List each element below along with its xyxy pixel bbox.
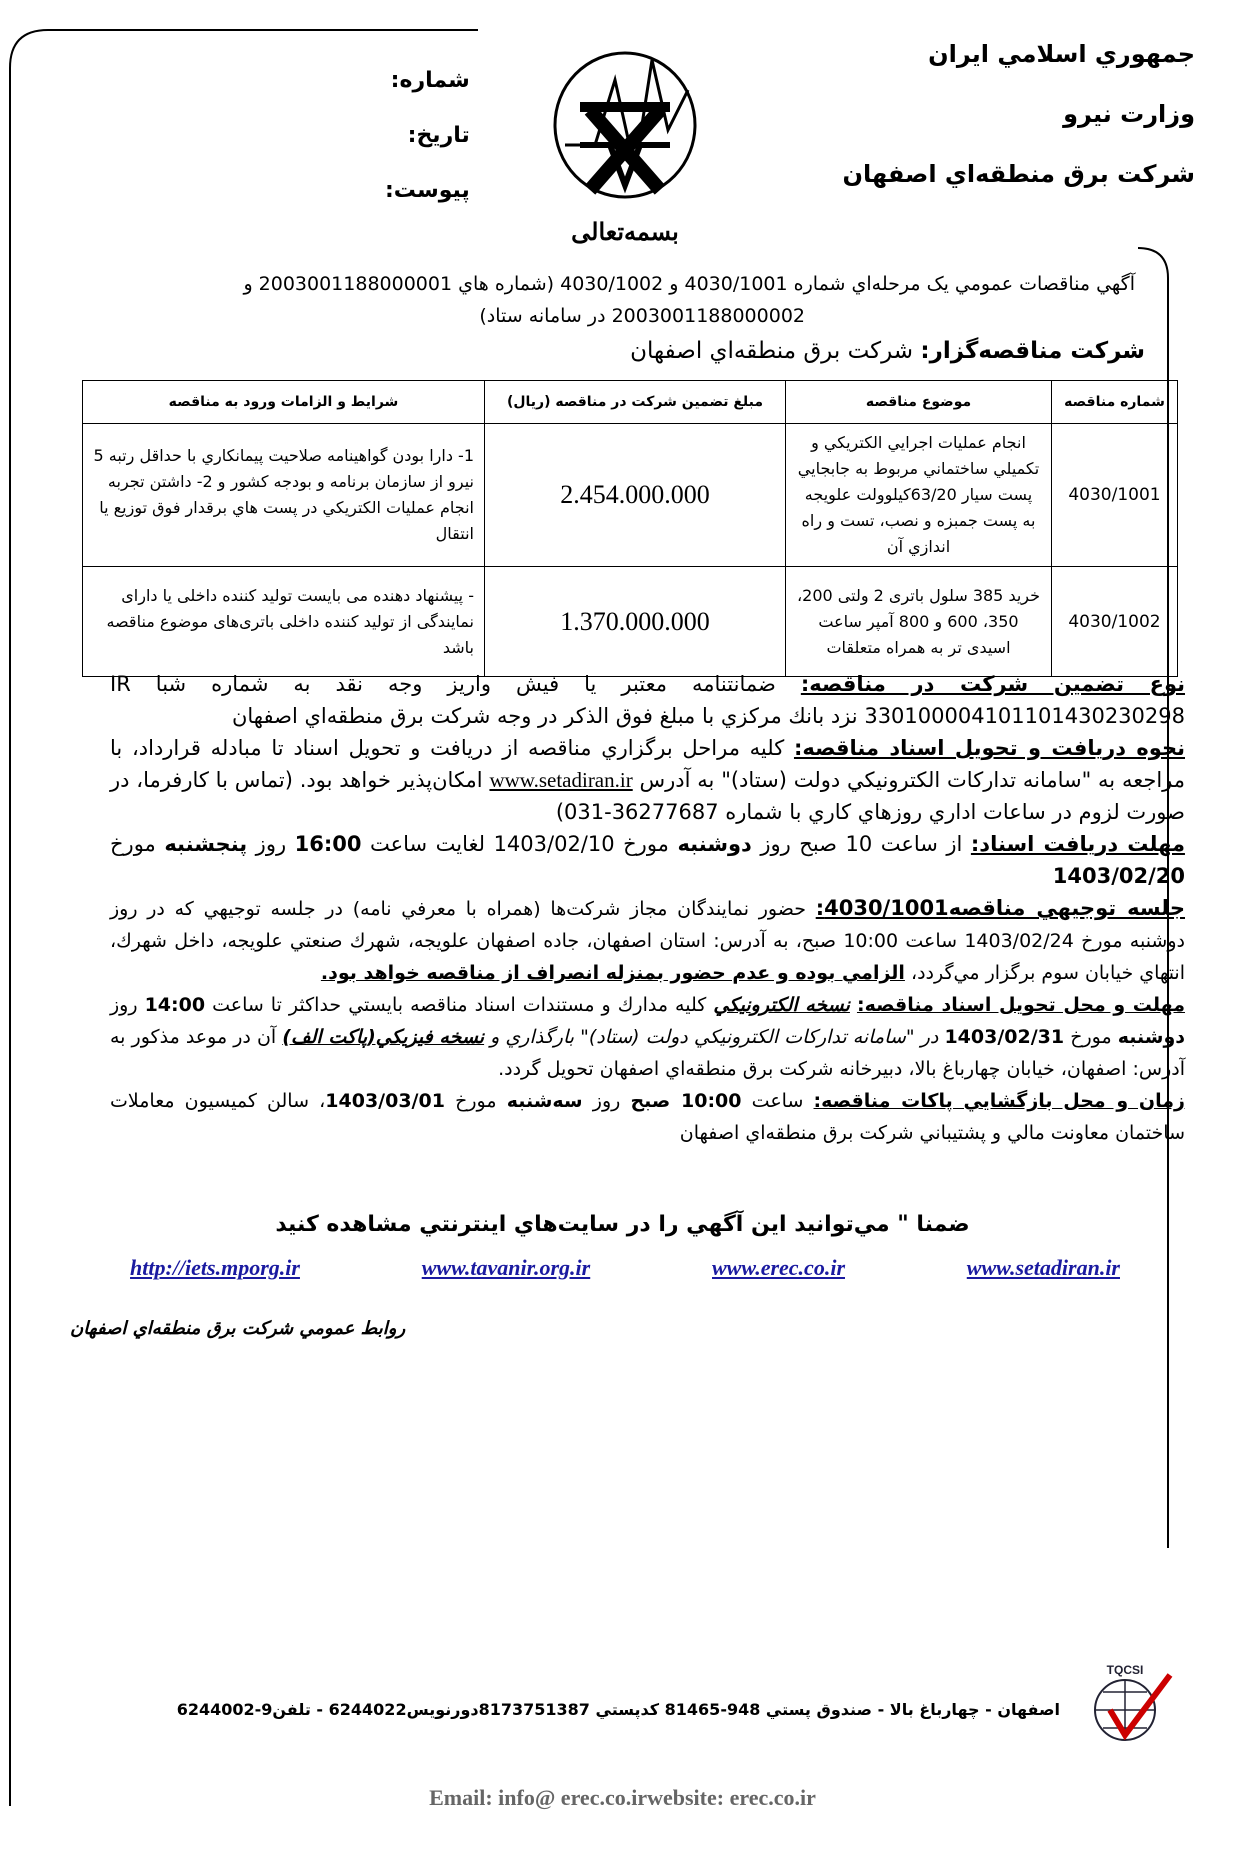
docs-text-1: كليه مراحل برگزاري مناقصه از دريافت و تحويل اسناد تا مبادله قرارداد، با مراجعه به "سامانه تداركات الكترونيكي دولت (ستاد)" به آدرس	[110, 736, 1185, 792]
submit-paragraph	[110, 989, 1185, 1085]
header-org-block	[843, 40, 1195, 220]
tender-conditions: - پیشنهاد دهنده می بایست تولید کننده داخلی یا دارای نمایندگی از تولید کننده داخلی باتری‌های موضوع مناقصه باشد	[83, 567, 485, 677]
opening-text: روز	[592, 1090, 621, 1112]
opening-day: سه‌شنبه	[506, 1090, 583, 1112]
tender-table	[82, 380, 1178, 677]
tender-subject: خريد 385 سلول باتری 2 ولتی 200، 350، 600 و 800 آمپر ساعت اسیدی تر به همراه متعلقات	[786, 567, 1052, 677]
opening-label: زمان و محل بازگشايي پاكات مناقصه:	[813, 1090, 1185, 1112]
meeting-paragraph	[110, 892, 1185, 989]
ministry-name: وزارت نيرو	[1063, 100, 1195, 128]
tender-amount: 2.454.000.000	[485, 424, 786, 567]
date-field: تاريخ:	[407, 123, 470, 148]
submit-day: دوشنبه	[1117, 1026, 1185, 1048]
submit-time: 14:00	[144, 994, 206, 1016]
guarantee-paragraph	[110, 668, 1185, 732]
opening-text: ساعت	[751, 1090, 804, 1112]
docs-paragraph	[110, 732, 1185, 828]
tqcsi-badge	[1085, 1660, 1175, 1750]
tender-number: 4030/1001	[1052, 424, 1178, 567]
deadline-text: از ساعت 10 صبح روز	[760, 832, 963, 856]
meeting-label: جلسه توجيهي مناقصه	[948, 896, 1185, 920]
tender-number: 4030/1002	[1052, 567, 1178, 677]
submit-electronic: نسخه الكترونيكي	[713, 994, 850, 1016]
guarantee-label: نوع تضمين شركت در مناقصه:	[800, 672, 1185, 696]
opening-paragraph	[110, 1085, 1185, 1149]
website-links	[130, 1255, 1120, 1281]
tender-amount: 1.370.000.000	[485, 567, 786, 677]
public-relations-signature: روابط عمومي شركت برق منطقه‌اي اصفهان	[70, 1318, 406, 1339]
opening-text: ، سالن كميسيون معاملات ساختمان معاونت مالي و پشتيباني شركت برق منطقه‌اي اصفهان	[110, 1090, 1185, 1144]
footer-address: اصفهان - چهارباغ بالا - صندوق پستي 948-81465 كدپستي 8173751387دورنويس6244022 - تلفن9-6244002	[176, 1700, 1060, 1719]
submit-label: مهلت و محل تحويل اسناد مناقصه:	[856, 994, 1185, 1016]
guarantee-text: ضمانتنامه معتبر يا فيش واريز وجه نقد به شماره شبا IR 330100004101101430230298 نزد بانك مركزي با مبلغ فوق الذكر در وجه شركت برق منطقه‌اي اصفهان	[110, 672, 1185, 728]
websites-note: ضمنا " مي‌توانيد اين آگهي را در سايت‌هاي اينترنتي مشاهده كنيد	[275, 1212, 970, 1237]
link-tavanir[interactable]: www.tavanir.org.ir	[421, 1255, 591, 1280]
link-iets[interactable]: http://iets.mporg.ir	[130, 1255, 300, 1280]
table-header-row	[83, 381, 1178, 424]
submit-text: روز	[110, 994, 138, 1016]
deadline-time: 16:00	[294, 832, 362, 856]
title-line-1: آگهي مناقصات عمومي یک مرحله‌اي شماره 4030/1001 و 4030/1002 (شماره هاي 2003001188000001 و	[243, 273, 1135, 295]
setad-link[interactable]: www.setadiran.ir	[489, 768, 633, 792]
attachment-field: پيوست:	[385, 178, 470, 203]
meeting-mandatory: الزامي بوده و عدم حضور بمنزله انصراف از مناقصه خواهد بود.	[320, 962, 905, 984]
col-subject-header: موضوع مناقصه	[786, 381, 1052, 424]
tqcsi-icon	[1085, 1660, 1175, 1750]
link-erec[interactable]: www.erec.co.ir	[712, 1255, 845, 1280]
deadline-end-day: پنجشنبه	[164, 832, 248, 856]
announcement-title	[135, 268, 1135, 332]
submit-text: آن در موعد مذكور به آدرس: اصفهان، خيابان چهارباغ بالا، دبيرخانه شركت برق منطقه‌اي اصفهان تحويل گردد.	[110, 1026, 1185, 1080]
logo-icon	[540, 50, 710, 210]
tqcsi-text: TQCSI	[1106, 1663, 1144, 1677]
deadline-text: روز	[255, 832, 287, 856]
meeting-text: حضور نمايندگان مجاز شركت‌ها (همراه با معرفي نامه) در جلسه توجيهي كه در روز دوشنبه مورخ 1403/02/24 ساعت 10:00 صبح، به آدرس: استان اصفهان، جاده اصفهان علويجه، شهرك صنعتي علويجه، داخل شهرك، انتهاي خيابان سوم برگزار مي‌گردد،	[110, 898, 1185, 984]
submit-text: در "سامانه تداركات الكترونيكي دولت (ستاد)" بارگذاري و	[490, 1026, 939, 1048]
number-field: شماره:	[390, 68, 470, 93]
company-name: شركت برق منطقه‌اي اصفهان	[842, 160, 1195, 188]
meeting-number: 4030/1001:	[815, 896, 949, 920]
deadline-paragraph	[110, 828, 1185, 892]
link-setadiran[interactable]: www.setadiran.ir	[966, 1255, 1120, 1280]
organizer-value: شركت برق منطقه‌اي اصفهان	[630, 338, 914, 364]
opening-date: 1403/03/01	[325, 1090, 445, 1112]
docs-text-2: امكان‌پذير خواهد بود. (تماس با كارفرما، در صورت لزوم در ساعات اداري روزهاي كاري با شماره 36277687-031)	[110, 768, 1185, 824]
submit-text: مورخ	[1070, 1026, 1112, 1048]
table-row	[83, 424, 1178, 567]
opening-text: مورخ	[455, 1090, 497, 1112]
deadline-label: مهلت دريافت اسناد:	[970, 832, 1185, 856]
docs-label: نحوه دريافت و تحويل اسناد مناقصه:	[793, 736, 1185, 760]
submit-text: كليه مدارك و مستندات اسناد مناقصه بايستي حداكثر تا ساعت	[212, 994, 707, 1016]
deadline-text: مورخ 1403/02/10 لغايت ساعت	[370, 832, 669, 856]
logo-caption: بسمه‌تعالی	[571, 217, 679, 246]
tender-subject: انجام عمليات اجرايي الكتريكي و تكميلي ساختماني مربوط به جابجايي پست سيار 63/20كيلوولت علويجه به پست جمبزه و نصب، تست و راه اندازي آن	[786, 424, 1052, 567]
organizer-line	[630, 338, 1145, 364]
organizer-label: شركت مناقصه‌گزار:	[920, 338, 1145, 364]
header-fields	[385, 68, 470, 233]
col-number-header: شماره مناقصه	[1052, 381, 1178, 424]
deadline-end-date: 1403/02/20	[1052, 864, 1185, 888]
country-name: جمهوري اسلامي ايران	[928, 40, 1195, 68]
table-row	[83, 567, 1178, 677]
title-line-2: 2003001188000002 در سامانه ستاد)	[479, 305, 805, 327]
col-amount-header: مبلغ تضمين شركت در مناقصه (ريال)	[485, 381, 786, 424]
announcement-body	[110, 668, 1185, 1149]
col-conditions-header: شرايط و الزامات ورود به مناقصه	[83, 381, 485, 424]
deadline-start-day: دوشنبه	[677, 832, 752, 856]
submit-physical: نسخه فيزيكي(پاكت الف)	[282, 1026, 485, 1048]
submit-date: 1403/02/31	[944, 1026, 1065, 1048]
email-line: Email: info@ erec.co.irwebsite: erec.co.ir	[429, 1785, 816, 1810]
deadline-text: مورخ	[110, 832, 156, 856]
company-logo	[540, 50, 710, 250]
tender-conditions: 1- دارا بودن گواهينامه صلاحيت پيمانكاري با حداقل رتبه 5 نيرو از سازمان برنامه و بودجه كشور و 2- داشتن تجربه انجام عمليات الكتريكي در پست هاي برقدار فوق توزيع يا انتقال	[83, 424, 485, 567]
opening-time: 10:00 صبح	[630, 1090, 742, 1112]
